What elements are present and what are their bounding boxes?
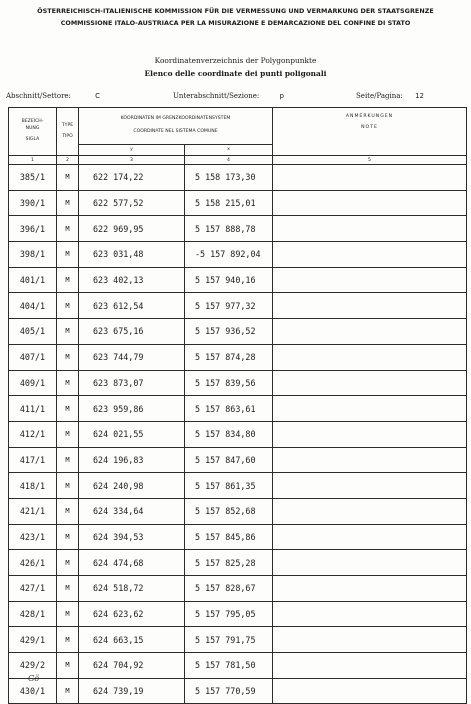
cell-y: 624 663,15 [79,627,185,653]
col-num-1: 1 [9,156,57,165]
cell-x: 5 157 847,60 [185,447,273,473]
cell-x: 5 157 852,68 [185,498,273,524]
table-row [9,242,467,268]
table-row [9,396,467,422]
cell-x: 5 157 863,61 [185,396,273,422]
cell-y: 623 873,07 [79,370,185,396]
table-row [9,216,467,242]
cell-tipo: M [57,190,79,216]
cell-x: 5 157 828,67 [185,576,273,602]
cell-sigla: 417/1 [9,447,57,473]
cell-note [273,216,467,242]
cell-note [273,473,467,499]
col-num-5: 5 [273,156,467,165]
cell-tipo: M [57,447,79,473]
cell-sigla: 404/1 [9,293,57,319]
cell-y: 624 334,64 [79,498,185,524]
table-row [9,293,467,319]
cell-x: 5 157 977,32 [185,293,273,319]
cell-sigla: 429/2 [9,653,57,679]
cell-x: 5 157 845,86 [185,524,273,550]
cell-x: -5 157 892,04 [185,242,273,268]
cell-sigla: 390/1 [9,190,57,216]
cell-x: 5 157 874,28 [185,344,273,370]
cell-sigla: 409/1 [9,370,57,396]
header-sigla-line1: BEZEICH- [21,119,44,125]
col-num-4: 4 [185,156,273,165]
unterabschnitt-field [173,92,284,100]
cell-note [273,165,467,191]
header-coordinates [79,108,273,145]
cell-tipo: M [57,319,79,345]
header-sigla-line2: NUNG [25,126,40,132]
cell-y: 624 394,53 [79,524,185,550]
abschnitt-label: Abschnitt/Settore: [6,92,71,100]
cell-sigla: 423/1 [9,524,57,550]
cell-tipo: M [57,267,79,293]
cell-tipo: M [57,627,79,653]
cell-sigla: 412/1 [9,421,57,447]
seite-field [356,92,424,100]
cell-tipo: M [57,601,79,627]
table-row [9,627,467,653]
cell-tipo: M [57,473,79,499]
header-tipo-line1: TYPE [61,122,74,128]
cell-sigla: 429/1 [9,627,57,653]
cell-note [273,678,467,704]
abschnitt-value: C [95,92,101,100]
table-row [9,524,467,550]
table-row [9,498,467,524]
cell-x: 5 157 888,78 [185,216,273,242]
cell-sigla: 428/1 [9,601,57,627]
header-sigla [9,108,57,156]
cell-y: 624 240,98 [79,473,185,499]
cell-tipo: M [57,242,79,268]
cell-tipo: M [57,524,79,550]
cell-sigla: 430/1 [9,678,57,704]
cell-x: 5 157 781,50 [185,653,273,679]
header-notes [273,108,467,156]
cell-note [273,421,467,447]
cell-sigla: 385/1 [9,165,57,191]
cell-note [273,627,467,653]
cell-y: 624 518,72 [79,576,185,602]
cell-note [273,267,467,293]
table-row [9,576,467,602]
cell-tipo: M [57,216,79,242]
table-row [9,550,467,576]
header-tipo [57,108,79,156]
seite-label: Seite/Pagina: [356,92,403,100]
cell-x: 5 158 173,30 [185,165,273,191]
cell-x: 5 157 936,52 [185,319,273,345]
cell-sigla: 401/1 [9,267,57,293]
cell-x: 5 157 861,35 [185,473,273,499]
cell-tipo: M [57,421,79,447]
cell-x: 5 157 795,05 [185,601,273,627]
coordinates-table [8,107,467,704]
cell-note [273,601,467,627]
col-num-3: 3 [79,156,185,165]
col-num-2: 2 [57,156,79,165]
cell-note [273,242,467,268]
header-notes-it: NOTE [361,124,378,130]
cell-tipo: M [57,396,79,422]
cell-y: 624 021,55 [79,421,185,447]
cell-x: 5 157 839,56 [185,370,273,396]
table-row [9,678,467,704]
cell-y: 624 474,68 [79,550,185,576]
cell-sigla: 411/1 [9,396,57,422]
column-number-row [9,156,467,165]
cell-y: 623 402,13 [79,267,185,293]
header-sigla-line3: SIGLA [25,136,40,142]
cell-tipo: M [57,344,79,370]
cell-sigla: 427/1 [9,576,57,602]
table-row [9,165,467,191]
cell-y: 623 959,86 [79,396,185,422]
header-row [9,108,467,145]
table-row [9,267,467,293]
table-row [9,344,467,370]
table-row [9,319,467,345]
cell-note [273,498,467,524]
cell-y: 624 704,92 [79,653,185,679]
signature: Gö [28,674,40,683]
cell-tipo: M [57,550,79,576]
cell-note [273,344,467,370]
cell-tipo: M [57,678,79,704]
cell-y: 622 969,95 [79,216,185,242]
cell-x: 5 158 215,01 [185,190,273,216]
cell-tipo: M [57,576,79,602]
cell-sigla: 407/1 [9,344,57,370]
cell-y: 624 739,19 [79,678,185,704]
cell-tipo: M [57,293,79,319]
cell-note [273,576,467,602]
unterabschnitt-value: p [279,92,284,100]
cell-y: 622 577,52 [79,190,185,216]
cell-note [273,319,467,345]
table-row [9,421,467,447]
header-coordinates-it: COORDINATE NEL SISTEMA COMUNE [133,129,218,134]
cell-sigla: 418/1 [9,473,57,499]
cell-x: 5 157 791,75 [185,627,273,653]
cell-y: 623 675,16 [79,319,185,345]
cell-tipo: M [57,370,79,396]
cell-note [273,190,467,216]
cell-y: 623 612,54 [79,293,185,319]
table-row [9,447,467,473]
cell-x: 5 157 834,80 [185,421,273,447]
header-tipo-line2: TIPO [62,133,73,139]
cell-sigla: 426/1 [9,550,57,576]
cell-note [273,653,467,679]
cell-note [273,447,467,473]
cell-y: 623 031,48 [79,242,185,268]
cell-y: 622 174,22 [79,165,185,191]
commission-title-it: COMMISSIONE ITALO-AUSTRIACA PER LA MISURAZIONE E DEMARCAZIONE DEL CONFINE DI STATO [60,19,411,27]
cell-sigla: 405/1 [9,319,57,345]
cell-note [273,396,467,422]
cell-y: 624 196,83 [79,447,185,473]
header-notes-de: ANMERKUNGEN [345,114,394,119]
cell-note [273,550,467,576]
table-row [9,601,467,627]
abschnitt-field [6,92,100,100]
cell-x: 5 157 940,16 [185,267,273,293]
cell-y: 623 744,79 [79,344,185,370]
cell-x: 5 157 770,59 [185,678,273,704]
cell-note [273,293,467,319]
header-coordinates-de: KOORDINATEN IM GRENZKOORDINATENSYSTEM [120,116,231,122]
table-body [9,165,467,704]
table-row [9,370,467,396]
unterabschnitt-label: Unterabschnitt/Sezione: [173,92,260,100]
document-title-de: Koordinatenverzeichnis der Polygonpunkte [154,56,317,65]
cell-tipo: M [57,165,79,191]
commission-title-de: ÖSTERREICHISCH-ITALIENISCHE KOMMISSION FÜR DIE VERMESSUNG UND VERMARKUNG DER STAATSGRENZE [37,7,434,15]
cell-sigla: 396/1 [9,216,57,242]
cell-y: 624 623,62 [79,601,185,627]
cell-sigla: 398/1 [9,242,57,268]
table-row [9,653,467,679]
cell-tipo: M [57,653,79,679]
cell-x: 5 157 825,28 [185,550,273,576]
document-title-it: Elenco delle coordinate dei punti poligonali [144,69,327,78]
seite-value: 12 [415,92,424,100]
header-y: y [79,145,185,156]
cell-sigla: 421/1 [9,498,57,524]
header-x: x [185,145,273,156]
cell-note [273,524,467,550]
table-row [9,190,467,216]
table-row [9,473,467,499]
cell-note [273,370,467,396]
cell-tipo: M [57,498,79,524]
